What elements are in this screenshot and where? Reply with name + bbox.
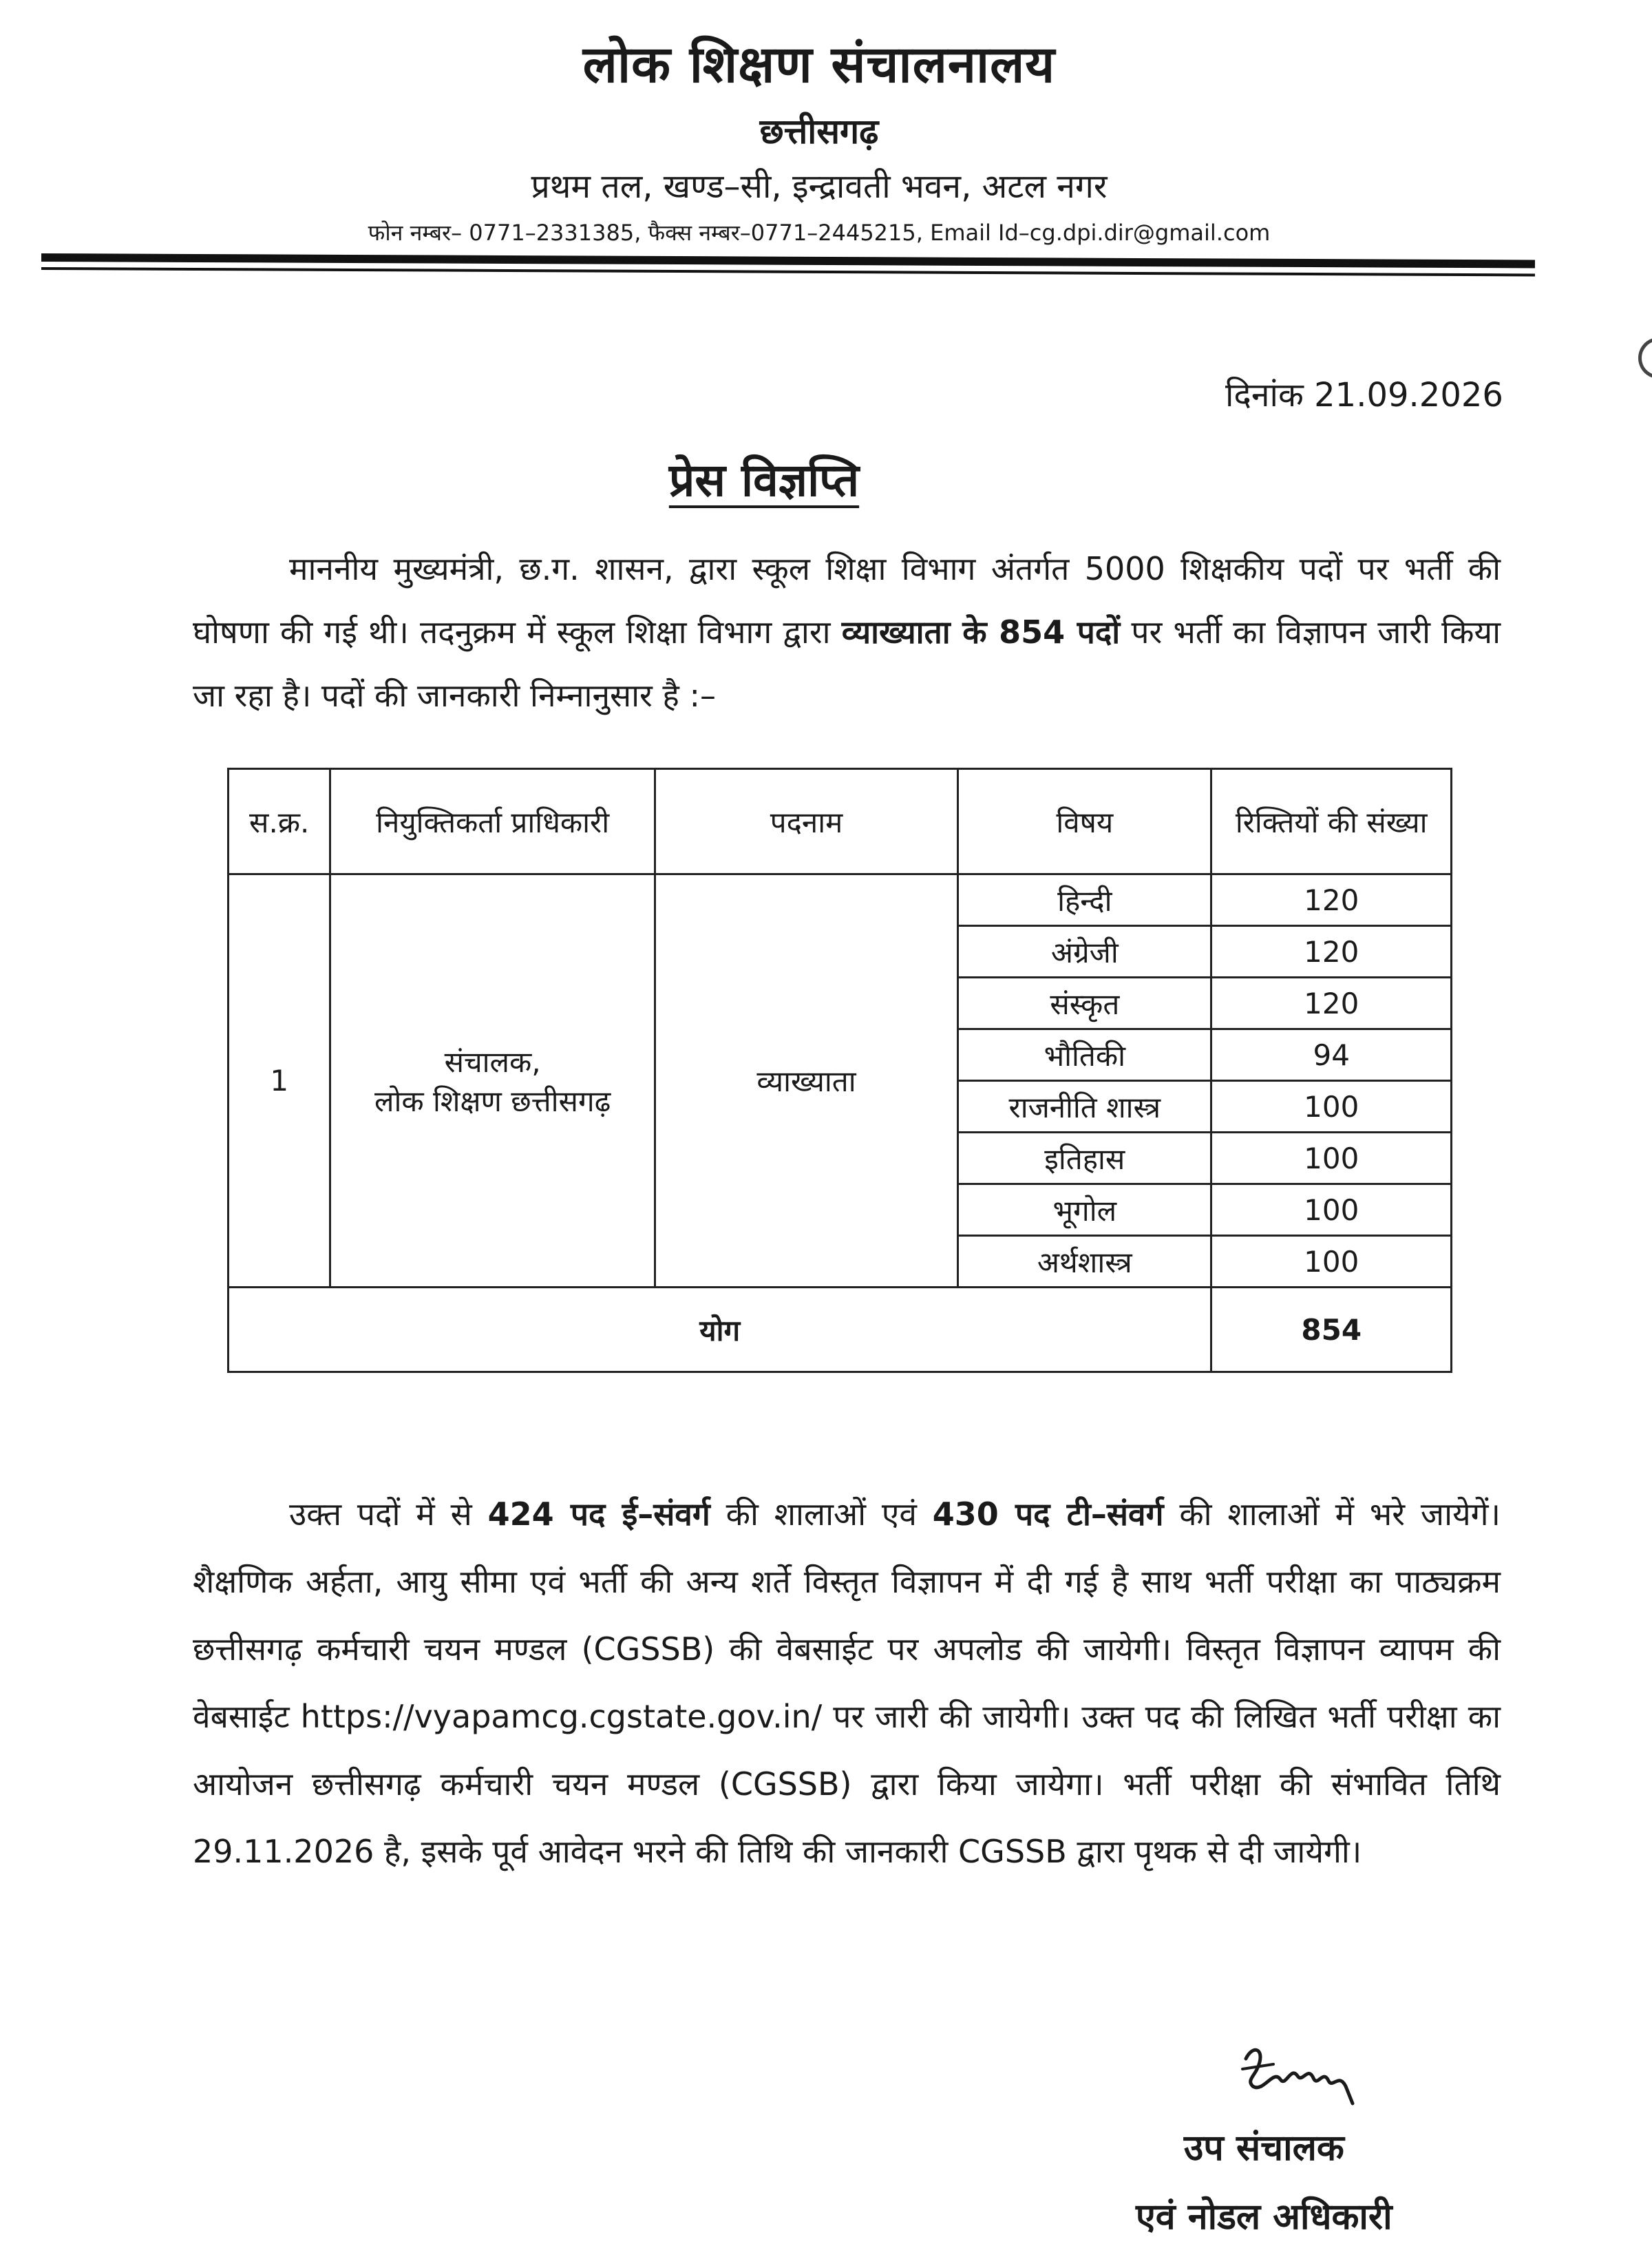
document-title <box>0 448 1528 510</box>
header-vacancy-count: रिक्तियों की संख्या <box>1211 769 1452 874</box>
subject-cell: हिन्दी <box>958 874 1211 926</box>
handwritten-signature <box>1232 2038 1370 2114</box>
table-row <box>229 874 1452 926</box>
signatory-role: एवं नोडल अधिकारी <box>1136 2196 1392 2238</box>
appointing-authority-cell <box>330 874 655 1288</box>
subject-cell: संस्कृत <box>958 978 1211 1029</box>
org-address: प्रथम तल, खण्ड–सी, इन्द्रावती भवन, अटल नगर <box>531 167 1108 206</box>
vacancy-count-cell: 120 <box>1211 874 1452 926</box>
signatory-designation: उप संचालक <box>1183 2128 1344 2169</box>
subject-cell: इतिहास <box>958 1133 1211 1184</box>
letterhead <box>0 28 1542 247</box>
header-serial-no: स.क्र. <box>229 769 330 874</box>
intro-paragraph <box>193 537 1501 727</box>
subject-cell: अंग्रेजी <box>958 926 1211 978</box>
vacancy-count-cell: 100 <box>1211 1184 1452 1236</box>
document-date: दिनांक 21.09.2026 <box>1225 376 1503 414</box>
table-total-row <box>229 1288 1452 1372</box>
serial-no-cell: 1 <box>229 874 330 1288</box>
authority-line-2: लोक शिक्षण छत्तीसगढ़ <box>374 1084 611 1118</box>
vacancy-count-cell: 120 <box>1211 978 1452 1029</box>
subject-cell: भूगोल <box>958 1184 1211 1236</box>
intro-paragraph-text-1: माननीय मुख्यमंत्री, छ.ग. शासन, द्वारा स्कूल शिक्षा विभाग अंतर्गत 5000 शिक्षकीय पदों पर भर्ती की घोषणा की गई थी। तदनुक्रम में स्कूल शिक्षा विभाग द्वारा <box>193 550 1501 651</box>
letterhead-divider-thick <box>41 253 1535 268</box>
intro-paragraph-text-2: पर भर्ती का विज्ञापन जारी किया जा रहा है। पदों की जानकारी निम्नानुसार है :– <box>193 613 1501 714</box>
org-name: लोक शिक्षण संचालनालय <box>582 35 1056 94</box>
subject-cell: राजनीति शास्त्र <box>958 1081 1211 1133</box>
details-paragraph-text-1: उक्त पदों में से <box>289 1495 488 1533</box>
document-title-text: प्रेस विज्ञप्ति <box>668 454 860 507</box>
vacancy-table-header-row <box>229 769 1452 874</box>
subject-cell: अर्थशास्त्र <box>958 1236 1211 1288</box>
details-paragraph-text-2: की शालाओं एवं <box>710 1495 933 1533</box>
total-value-cell: 854 <box>1211 1288 1452 1372</box>
signatory-block <box>1136 2114 1392 2251</box>
vacancy-count-cell: 100 <box>1211 1081 1452 1133</box>
org-state: छत्तीसगढ़ <box>759 112 879 151</box>
vacancy-count-cell: 100 <box>1211 1133 1452 1184</box>
page-edge-mark <box>1638 337 1652 379</box>
letterhead-divider-thin <box>41 267 1535 276</box>
intro-paragraph-bold: व्याख्याता के 854 पदों <box>841 613 1121 651</box>
details-paragraph-text-3: की शालाओं में भरे जायेगें। शैक्षणिक अर्हता, आयु सीमा एवं भर्ती की अन्य शर्ते विस्तृत विज्ञापन में दी गई है साथ भर्ती परीक्षा का पाठ्यक्रम छत्तीसगढ़ कर्मचारी चयन मण्डल (CGSSB) की वेबसाईट पर अपलोड की जायेगी। विस्तृत विज्ञापन व्यापम की वेबसाईट https://vyapamcg.cgstate.gov.in/ पर जारी की जायेगी। उक्त पद की लिखित भर्ती परीक्षा का आयोजन छत्तीसगढ़ कर्मचारी चयन मण्डल (CGSSB) द्वारा किया जायेगा। भर्ती परीक्षा की संभावित तिथि 29.11.2026 है, इसके पूर्व आवेदन भरने की तिथि की जानकारी CGSSB द्वारा पृथक से दी जायेगी। <box>193 1495 1501 1870</box>
header-post-name: पदनाम <box>655 769 957 874</box>
vacancy-table <box>227 768 1452 1373</box>
details-paragraph <box>193 1480 1501 1885</box>
total-label-cell: योग <box>229 1288 1211 1372</box>
header-subject: विषय <box>958 769 1211 874</box>
post-name-cell: व्याख्याता <box>655 874 957 1288</box>
details-paragraph-bold-2: 430 पद टी–संवर्ग <box>932 1495 1164 1533</box>
org-contact: फोन नम्बर– 0771–2331385, फैक्स नम्बर–0771–2445215, Email Id–cg.dpi.dir@gmail.com <box>368 220 1271 246</box>
header-appointing-authority: नियुक्तिकर्ता प्राधिकारी <box>330 769 655 874</box>
vacancy-count-cell: 94 <box>1211 1029 1452 1081</box>
details-paragraph-bold-1: 424 पद ई–संवर्ग <box>487 1495 710 1533</box>
vacancy-count-cell: 120 <box>1211 926 1452 978</box>
authority-line-1: संचालक, <box>444 1044 541 1079</box>
subject-cell: भौतिकी <box>958 1029 1211 1081</box>
vacancy-count-cell: 100 <box>1211 1236 1452 1288</box>
